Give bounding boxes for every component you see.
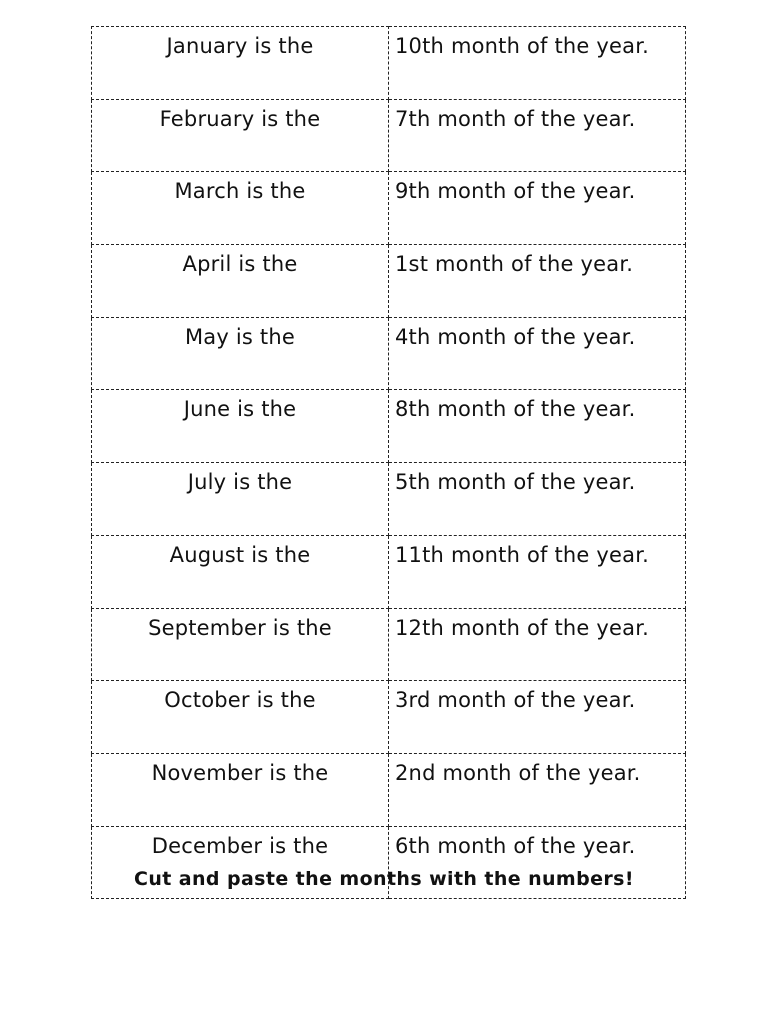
month-cell: May is the [92,317,389,390]
month-cell: January is the [92,27,389,100]
month-cell: July is the [92,463,389,536]
month-cell: December is the [92,826,389,899]
table-row [92,172,686,245]
ordinal-cell: 10th month of the year. [389,27,686,100]
month-cell: November is the [92,753,389,826]
month-cell: March is the [92,172,389,245]
ordinal-cell: 2nd month of the year. [389,753,686,826]
ordinal-cell: 9th month of the year. [389,172,686,245]
table-row [92,317,686,390]
ordinal-cell: 5th month of the year. [389,463,686,536]
ordinal-cell: 4th month of the year. [389,317,686,390]
cut-paste-table [91,26,686,899]
ordinal-cell: 1st month of the year. [389,245,686,318]
ordinal-cell: 12th month of the year. [389,608,686,681]
month-cell: June is the [92,390,389,463]
month-cell: April is the [92,245,389,318]
table-row [92,99,686,172]
table-row [92,245,686,318]
ordinal-cell: 7th month of the year. [389,99,686,172]
month-cell: August is the [92,535,389,608]
table-row [92,27,686,100]
month-cell: February is the [92,99,389,172]
table-row [92,681,686,754]
ordinal-cell: 6th month of the year. [389,826,686,899]
month-cell: October is the [92,681,389,754]
ordinal-cell: 8th month of the year. [389,390,686,463]
table-row [92,390,686,463]
ordinal-cell: 3rd month of the year. [389,681,686,754]
table-row [92,753,686,826]
month-cell: September is the [92,608,389,681]
instruction-text: Cut and paste the months with the numbers! [134,868,634,890]
table-row [92,608,686,681]
table-row [92,535,686,608]
ordinal-cell: 11th month of the year. [389,535,686,608]
table-row [92,463,686,536]
